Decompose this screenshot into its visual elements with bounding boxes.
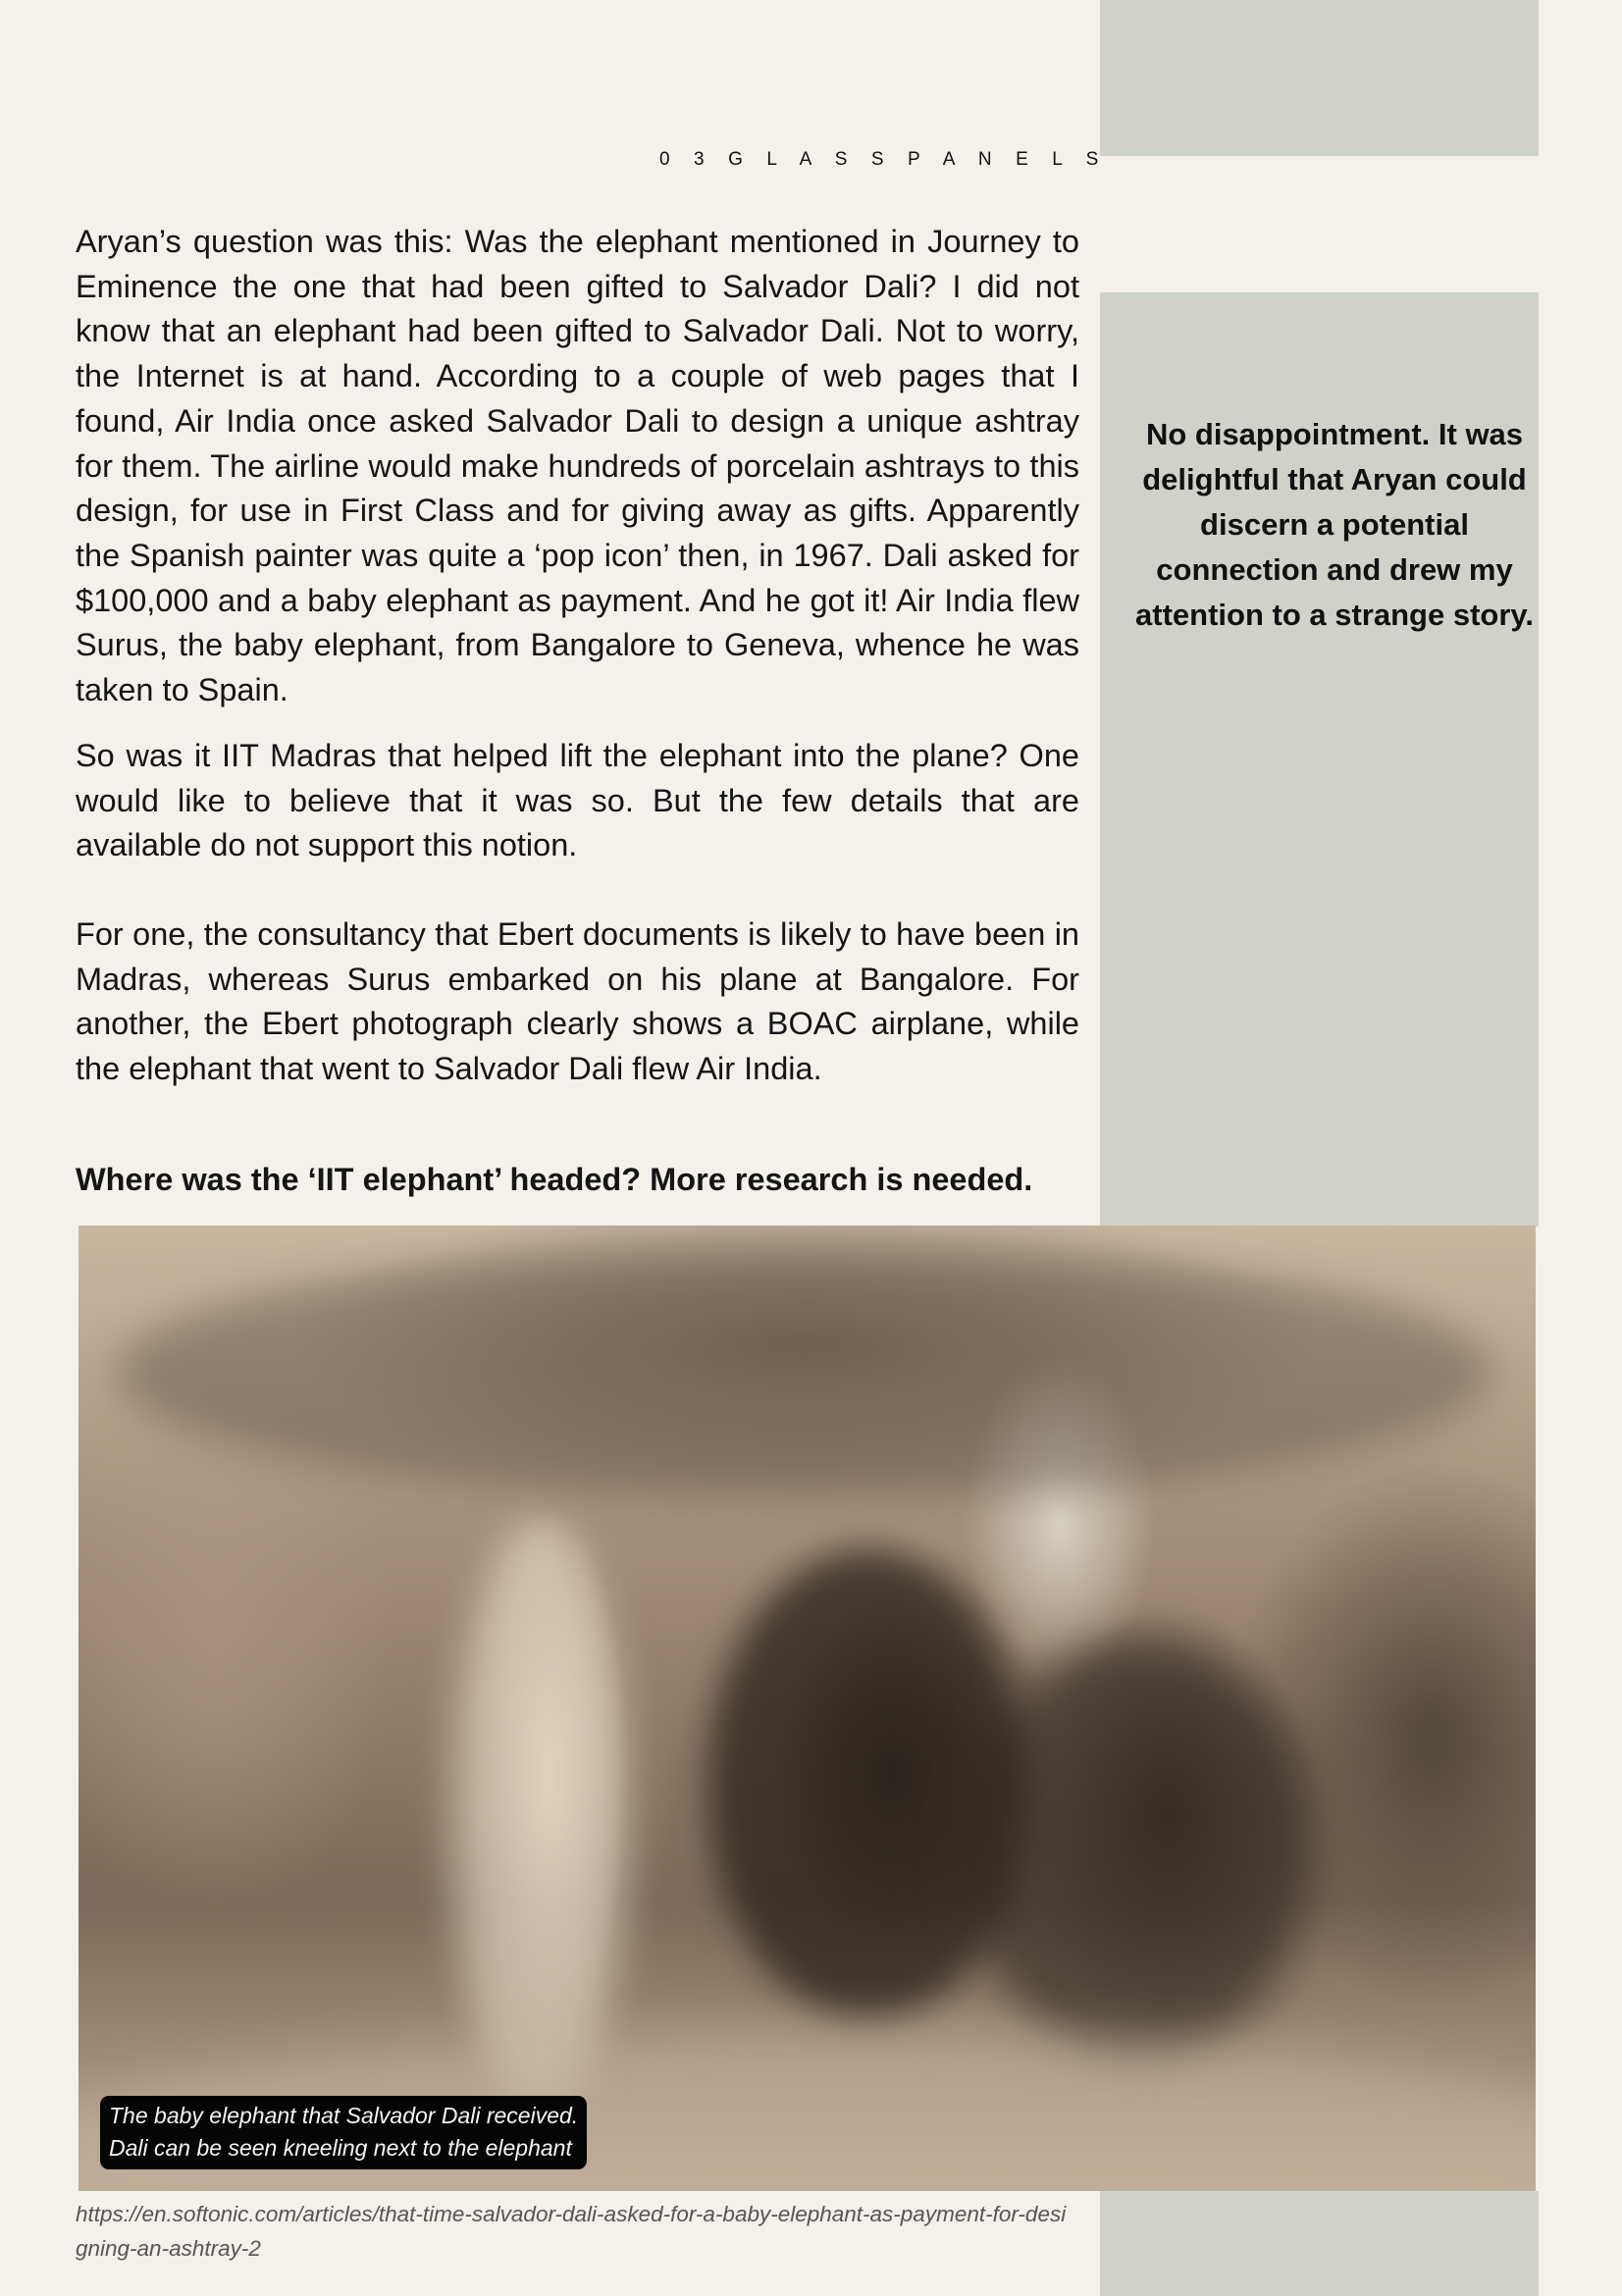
closing-question: Where was the ‘IIT elephant’ headed? More research is needed.: [76, 1162, 1033, 1197]
photo-caption: [100, 2096, 587, 2169]
section-header: 0 3 G L A S S P A N E L S: [659, 149, 1108, 170]
caption-line: The baby elephant that Salvador Dali received.: [109, 2103, 579, 2128]
article-paragraph: Aryan’s question was this: Was the elephant mentioned in Journey to Eminence the one that had been gifted to Salvador Dali? I did not know that an elephant had been gifted to Salvador Dali. Not to worry, the Internet is at hand. According to a couple of web pages that I found, Air India once asked Salvador Dali to design a unique ashtray for them. The airline would make hundreds of porcelain ashtrays to this design, for use in First Class and for giving away as gifts. Apparently the Spanish painter was quite a ‘pop icon’ then, in 1967. Dali asked for $100,000 and a baby elephant as payment. And he got it! Air India flew Surus, the baby elephant, from Bangalore to Geneva, whence he was taken to Spain.: [76, 224, 1079, 708]
photo-crowd-shape: [118, 1245, 1491, 1500]
source-link[interactable]: https://en.softonic.com/articles/that-time-salvador-dali-asked-for-a-baby-elephant-as-payment-for-designing-an-ashtray-2: [76, 2202, 1067, 2261]
sidebar-panel-top: [1100, 0, 1539, 156]
sidebar-panel-bottom: [1100, 2191, 1539, 2296]
article-paragraph: So was it IIT Madras that helped lift the elephant into the plane? One would like to believe that it was so. But the few details that are available do not support this notion.: [76, 738, 1079, 863]
article-paragraph: For one, the consultancy that Ebert documents is likely to have been in Madras, whereas Surus embarked on his plane at Bangalore. For another, the Ebert photograph clearly shows a BOAC airplane, while the elephant that went to Salvador Dali flew Air India.: [76, 916, 1079, 1087]
photo-kneeling-man-shape: [962, 1638, 1315, 2060]
pullquote: No disappointment. It was delightful that Aryan could discern a potential connection and drew my attention to a strange story.: [1135, 417, 1534, 632]
caption-line: Dali can be seen kneeling next to the elephant: [109, 2135, 572, 2161]
historical-photo-dali-elephant: [78, 1226, 1536, 2191]
photo-attendant-shape: [451, 1520, 628, 2109]
